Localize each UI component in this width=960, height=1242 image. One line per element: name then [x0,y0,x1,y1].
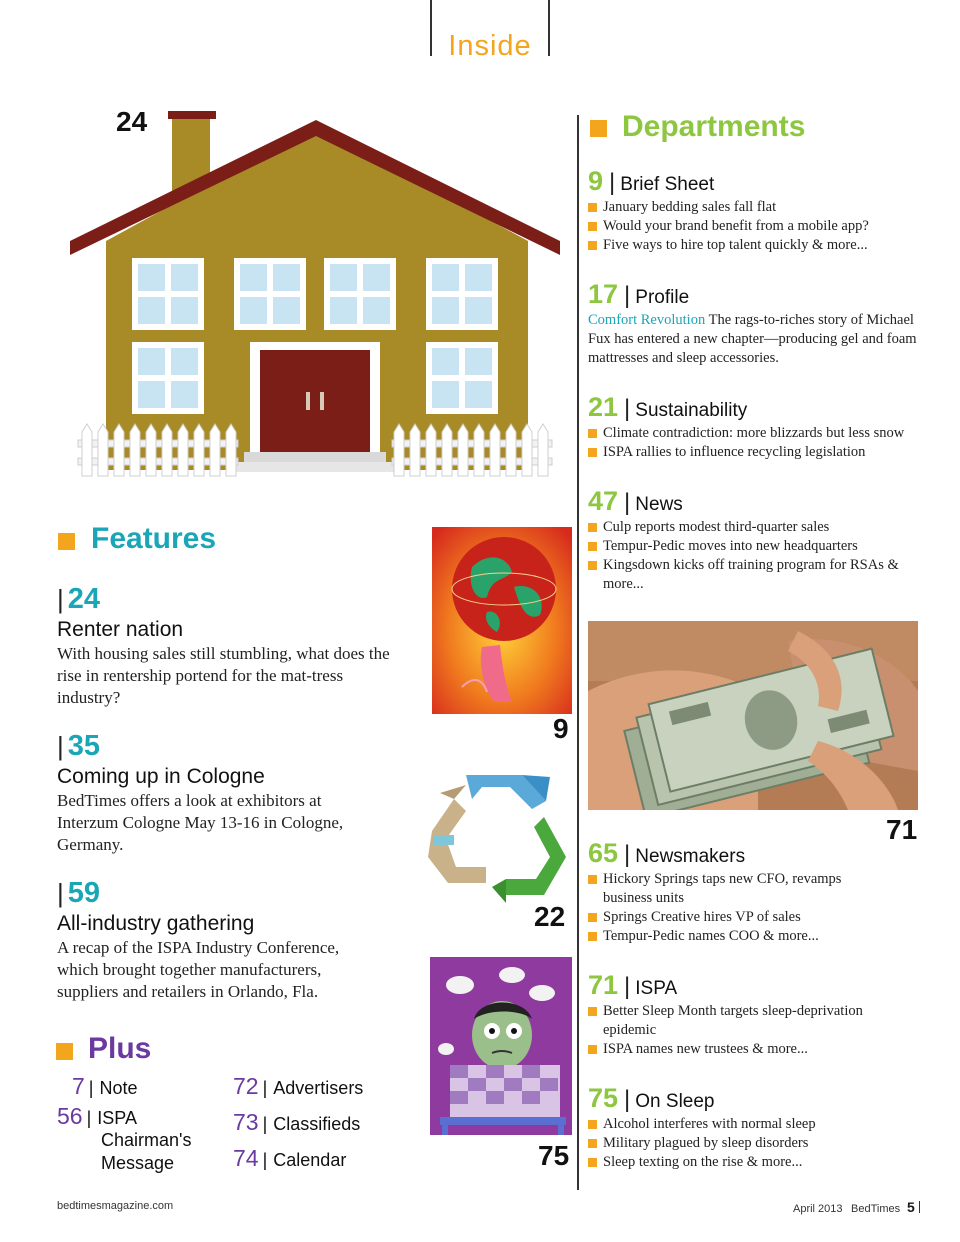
money-photo [588,621,918,810]
plus-label: Classifieds [273,1114,361,1134]
globe-illustration [432,527,572,714]
divider-bar: | [624,841,631,868]
house-illustration [68,108,564,480]
plus-label: Advertisers [273,1078,364,1098]
plus-number: 73 [233,1109,259,1135]
divider-bar: | [624,489,631,516]
feature-description: A recap of the ISPA Industry Conference, which brought together manufacturers, suppliers and retailers in Orlando, Fla. [57,938,340,1001]
plus-number: 7 [72,1073,85,1099]
features-bullet [58,533,75,550]
feature-number: 24 [67,583,101,615]
divider-bar: | [57,878,64,908]
feature-title[interactable]: All-industry gathering [57,912,255,935]
dept-name: News [635,494,683,515]
feature-description: With housing sales still stumbling, what does the rise in rentership portend for the mat-tress industry? [57,644,390,707]
plus-label-line3: Message [101,1153,175,1173]
footer-magazine-name: BedTimes [851,1203,901,1215]
plus-item-note[interactable] [72,1073,138,1100]
plus-label: Calendar [273,1150,347,1170]
list-item: January bedding sales fall flat [588,198,918,217]
divider-bar: | [624,282,631,309]
divider-bar: | [262,1078,268,1098]
dept-number: 47 [588,486,619,516]
dept-ispa-list [588,1002,888,1059]
plus-item-calendar[interactable] [233,1145,346,1172]
divider-bar: | [262,1114,268,1134]
list-item: Five ways to hire top talent quickly & more... [588,236,918,255]
list-item: Would your brand benefit from a mobile app? [588,217,918,236]
plus-heading: Plus [88,1032,152,1065]
list-item: Tempur-Pedic names COO & more... [588,927,878,946]
dept-name: Newsmakers [635,846,746,867]
profile-highlight: Comfort Revolution [588,312,706,328]
divider-bar: | [57,584,64,614]
dept-name: ISPA [635,978,678,999]
dept-name: Brief Sheet [620,174,715,195]
dept-name: Sustainability [635,400,748,421]
list-item: Hickory Springs taps new CFO, revamps business units [588,870,878,908]
page-title: Inside [448,30,532,62]
dept-profile-text [588,311,918,368]
footer-website[interactable]: bedtimesmagazine.com [57,1200,174,1212]
plus-item-classifieds[interactable] [233,1109,360,1136]
dept-on-sleep-list [588,1115,918,1172]
departments-heading: Departments [622,110,806,143]
sleeper-figure-number: 75 [538,1140,570,1171]
globe-figure-number: 9 [553,713,569,744]
feature-number: 35 [67,730,101,762]
profile-summary: The rags-to-riches story of Michael Fux has entered a new chapter—producing gel and foam mattresses and sleep accessories. [588,312,917,366]
page-number: 5 [907,1199,915,1215]
recycle-figure-number: 22 [534,901,566,932]
feature-number: 59 [67,877,101,909]
dept-name: Profile [635,287,690,308]
sleepless-person-illustration [430,957,572,1135]
dept-number: 9 [588,166,604,196]
divider-bar: | [262,1150,268,1170]
divider-bar: | [624,973,631,1000]
divider-bar: | [57,731,64,761]
plus-label: Note [99,1078,138,1098]
divider-bar: | [86,1108,92,1128]
list-item: Sleep texting on the rise & more... [588,1153,918,1172]
plus-bullet [56,1043,73,1060]
column-divider [577,115,579,1190]
dept-sustainability-list [588,424,918,462]
dept-on-sleep-heading[interactable] [588,1083,715,1114]
dept-ispa-heading[interactable] [588,970,677,1001]
dept-number: 71 [588,970,619,1000]
plus-number: 72 [233,1073,259,1099]
feature-title[interactable]: Coming up in Cologne [57,765,265,788]
list-item: ISPA rallies to influence recycling legislation [588,443,918,462]
list-item: Military plagued by sleep disorders [588,1134,918,1153]
list-item: Tempur-Pedic moves into new headquarters [588,537,918,556]
feature-description: BedTimes offers a look at exhibitors at Interzum Cologne May 13-16 in Cologne, Germany. [57,791,344,854]
plus-item-advertisers[interactable] [233,1073,363,1100]
list-item: Better Sleep Month targets sleep-deprivation epidemic [588,1002,888,1040]
divider-bar: | [624,1086,631,1113]
dept-newsmakers-heading[interactable] [588,838,745,869]
dept-news-heading[interactable] [588,486,683,517]
plus-number: 56 [57,1103,83,1129]
dept-newsmakers-list [588,870,878,946]
feature-renter-nation-number[interactable] [57,583,100,616]
recycle-symbol-illustration [426,771,568,905]
plus-item-ispa[interactable] [57,1103,137,1130]
feature-cologne-number[interactable] [57,730,100,763]
list-item: Climate contradiction: more blizzards but less snow [588,424,918,443]
divider-bar: | [624,395,631,422]
dept-name: On Sleep [635,1091,715,1112]
dept-number: 21 [588,392,619,422]
feature-gathering-number[interactable] [57,877,100,910]
plus-number: 74 [233,1145,259,1171]
list-item: Culp reports modest third-quarter sales [588,518,918,537]
plus-label: ISPA [97,1108,137,1128]
dept-profile-heading[interactable] [588,279,689,310]
money-figure-number: 71 [886,814,918,845]
departments-bullet [590,120,607,137]
list-item: ISPA names new trustees & more... [588,1040,888,1059]
footer-issue-date: April 2013 [793,1203,843,1215]
feature-title[interactable]: Renter nation [57,618,184,641]
house-figure-number: 24 [116,106,148,137]
dept-number: 65 [588,838,619,868]
list-item: Kingsdown kicks off training program for RSAs & more... [588,556,918,594]
dept-number: 17 [588,279,619,309]
dept-sustainability-heading[interactable] [588,392,747,423]
header-rule-right [548,0,550,56]
dept-news-list [588,518,918,594]
footer-rule [919,1201,920,1213]
features-heading: Features [91,522,217,555]
divider-bar: | [88,1078,94,1098]
list-item: Springs Creative hires VP of sales [588,908,878,927]
dept-brief-sheet-heading[interactable] [588,166,714,197]
dept-number: 75 [588,1083,619,1113]
list-item: Alcohol interferes with normal sleep [588,1115,918,1134]
plus-label-line2: Chairman's [101,1130,192,1150]
divider-bar: | [609,169,616,196]
dept-brief-sheet-list [588,198,918,255]
